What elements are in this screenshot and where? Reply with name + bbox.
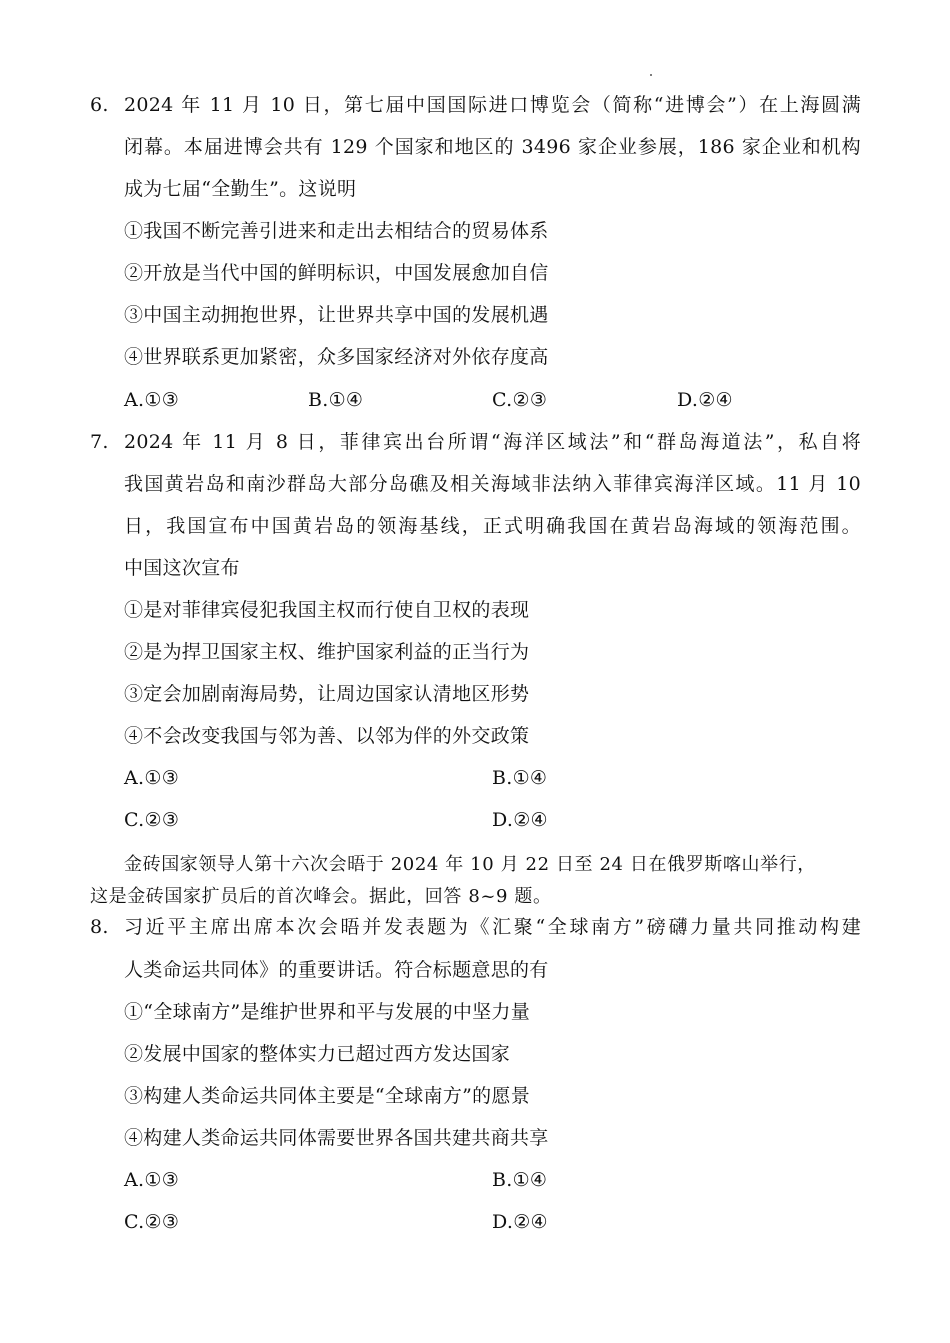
option-b[interactable]: B.①④: [308, 389, 364, 411]
question-number: 6.: [90, 94, 109, 116]
question-stem-line: 日，我国宣布中国黄岩岛的领海基线，正式明确我国在黄岩岛海域的领海范围。: [124, 515, 861, 537]
option-c[interactable]: C.②③: [124, 1211, 180, 1233]
option-d[interactable]: D.②④: [677, 389, 733, 411]
statement-item: ①我国不断完善引进来和走出去相结合的贸易体系: [124, 220, 549, 242]
statement-item: ③构建人类命运共同体主要是“全球南方”的愿景: [124, 1085, 531, 1107]
option-a[interactable]: A.①③: [124, 1169, 180, 1191]
statement-item: ②是为捍卫国家主权、维护国家利益的正当行为: [124, 641, 530, 663]
option-a[interactable]: A.①③: [124, 389, 180, 411]
statement-item: ④世界联系更加紧密，众多国家经济对外依存度高: [124, 346, 549, 368]
statement-item: ②开放是当代中国的鲜明标识，中国发展愈加自信: [124, 262, 549, 284]
question-stem-line: 我国黄岩岛和南沙群岛大部分岛礁及相关海域非法纳入菲律宾海洋区域。11 月 10: [124, 473, 861, 495]
option-c[interactable]: C.②③: [492, 389, 548, 411]
statement-item: ②发展中国家的整体实力已超过西方发达国家: [124, 1043, 511, 1065]
option-d[interactable]: D.②④: [492, 1211, 548, 1233]
statement-item: ④构建人类命运共同体需要世界各国共建共商共享: [124, 1127, 549, 1149]
option-d[interactable]: D.②④: [492, 809, 548, 831]
page-dot-mark: [650, 74, 652, 76]
statement-item: ③中国主动拥抱世界，让世界共享中国的发展机遇: [124, 304, 549, 326]
option-a[interactable]: A.①③: [124, 767, 180, 789]
question-stem-line: 2024 年 11 月 10 日，第七届中国国际进口博览会（简称“进博会”）在上海圆满: [124, 94, 861, 116]
statement-item: ③定会加剧南海局势，让周边国家认清地区形势: [124, 683, 530, 705]
question-stem-line: 人类命运共同体》的重要讲话。符合标题意思的有: [124, 959, 549, 981]
question-stem-line: 2024 年 11 月 8 日，菲律宾出台所谓“海洋区域法”和“群岛海道法”，私自将: [124, 431, 861, 453]
option-b[interactable]: B.①④: [492, 767, 548, 789]
option-b[interactable]: B.①④: [492, 1169, 548, 1191]
question-stem-line: 习近平主席出席本次会晤并发表题为《汇聚“全球南方”磅礴力量共同推动构建: [124, 916, 861, 938]
question-stem-line: 中国这次宣布: [124, 557, 240, 579]
intro-line: 这是金砖国家扩员后的首次峰会。据此，回答 8~9 题。: [90, 886, 552, 907]
statement-item: ①“全球南方”是维护世界和平与发展的中坚力量: [124, 1001, 531, 1023]
statement-item: ④不会改变我国与邻为善、以邻为伴的外交政策: [124, 725, 530, 747]
question-stem-line: 闭幕。本届进博会共有 129 个国家和地区的 3496 家企业参展，186 家企业和机构: [124, 136, 861, 158]
question-number: 7.: [90, 431, 109, 453]
intro-line: 金砖国家领导人第十六次会晤于 2024 年 10 月 22 日至 24 日在俄罗斯喀山举行，: [124, 854, 816, 875]
option-c[interactable]: C.②③: [124, 809, 180, 831]
question-stem-line: 成为七届“全勤生”。这说明: [124, 178, 357, 200]
statement-item: ①是对菲律宾侵犯我国主权而行使自卫权的表现: [124, 599, 530, 621]
question-number: 8.: [90, 916, 109, 938]
